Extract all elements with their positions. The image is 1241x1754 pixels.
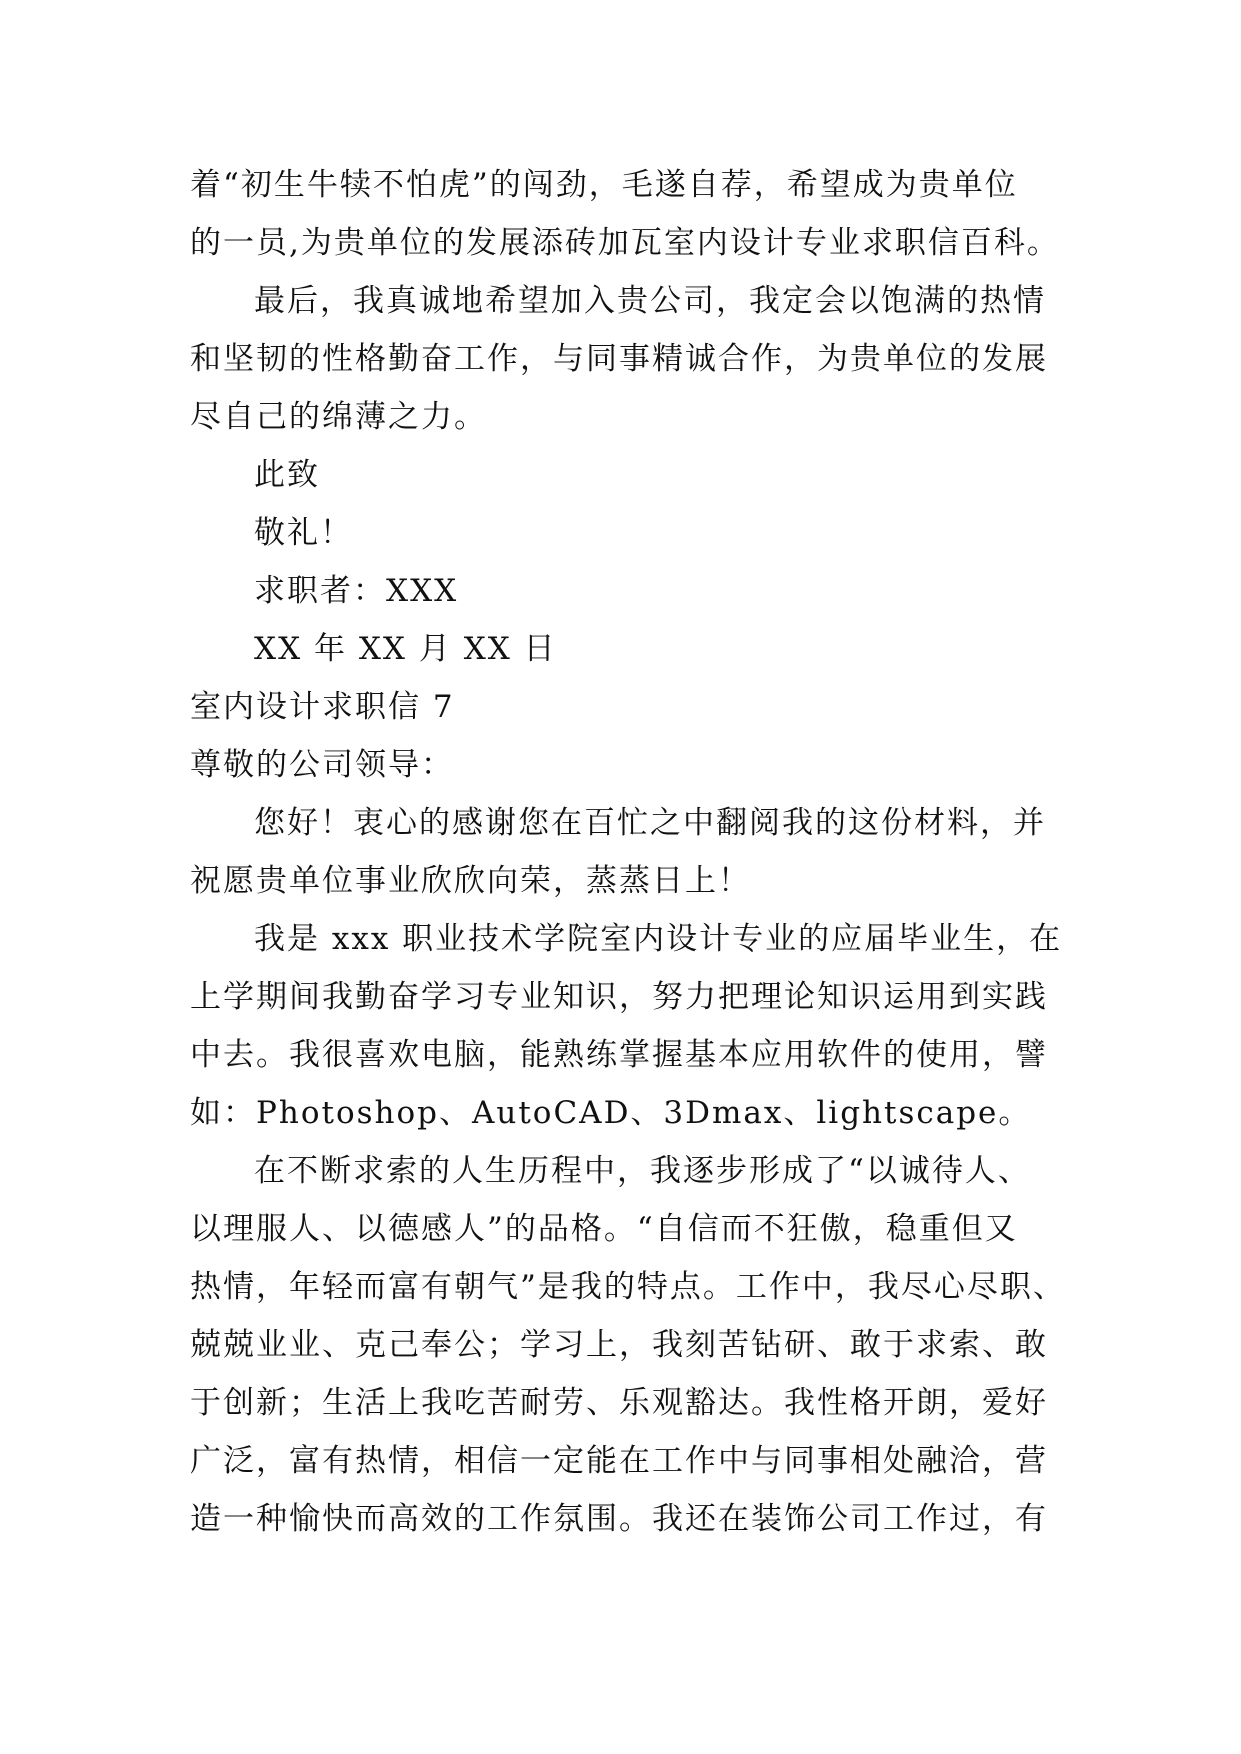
- text-line: 祝愿贵单位事业欣欣向荣，蒸蒸日上！: [190, 863, 751, 899]
- closing-regards: 敬礼！: [254, 515, 353, 551]
- signature-applicant: 求职者：XXX: [254, 573, 459, 609]
- text-line: 广泛，富有热情，相信一定能在工作中与同事相处融洽，营: [190, 1443, 1048, 1479]
- text-line: 造一种愉快而高效的工作氛围。我还在装饰公司工作过，有: [190, 1501, 1048, 1537]
- section-title: 室内设计求职信 7: [190, 689, 455, 725]
- closing-salutation: 此致: [254, 457, 320, 493]
- text-line: 如：Photoshop、AutoCAD、3Dmax、lightscape。: [190, 1095, 1032, 1131]
- text-line: 着“初生牛犊不怕虎”的闯劲，毛遂自荐，希望成为贵单位: [190, 167, 1018, 203]
- text-line: 尽自己的绵薄之力。: [190, 399, 487, 435]
- text-line: 中去。我很喜欢电脑，能熟练掌握基本应用软件的使用，譬: [190, 1037, 1048, 1073]
- text-line: 以理服人、以德感人”的品格。“自信而不狂傲，稳重但又: [190, 1211, 1018, 1247]
- text-line: 于创新；生活上我吃苦耐劳、乐观豁达。我性格开朗，爱好: [190, 1385, 1048, 1421]
- text-line: 上学期间我勤奋学习专业知识，努力把理论知识运用到实践: [190, 979, 1048, 1015]
- text-line: 最后，我真诚地希望加入贵公司，我定会以饱满的热情: [254, 283, 1046, 319]
- letter-greeting: 尊敬的公司领导：: [190, 747, 454, 783]
- text-line: 热情，年轻而富有朝气”是我的特点。工作中，我尽心尽职、: [190, 1269, 1066, 1305]
- text-line: 和坚韧的性格勤奋工作，与同事精诚合作，为贵单位的发展: [190, 341, 1048, 377]
- text-line: 在不断求索的人生历程中，我逐步形成了“以诚待人、: [254, 1153, 1031, 1189]
- text-line: 我是 xxx 职业技术学院室内设计专业的应届毕业生，在: [254, 921, 1063, 957]
- text-line: 您好！衷心的感谢您在百忙之中翻阅我的这份材料，并: [254, 805, 1046, 841]
- text-line: 兢兢业业、克己奉公；学习上，我刻苦钻研、敢于求索、敢: [190, 1327, 1048, 1363]
- text-line: 的一员,为贵单位的发展添砖加瓦室内设计专业求职信百科。: [190, 225, 1060, 261]
- signature-date: XX 年 XX 月 XX 日: [254, 631, 557, 667]
